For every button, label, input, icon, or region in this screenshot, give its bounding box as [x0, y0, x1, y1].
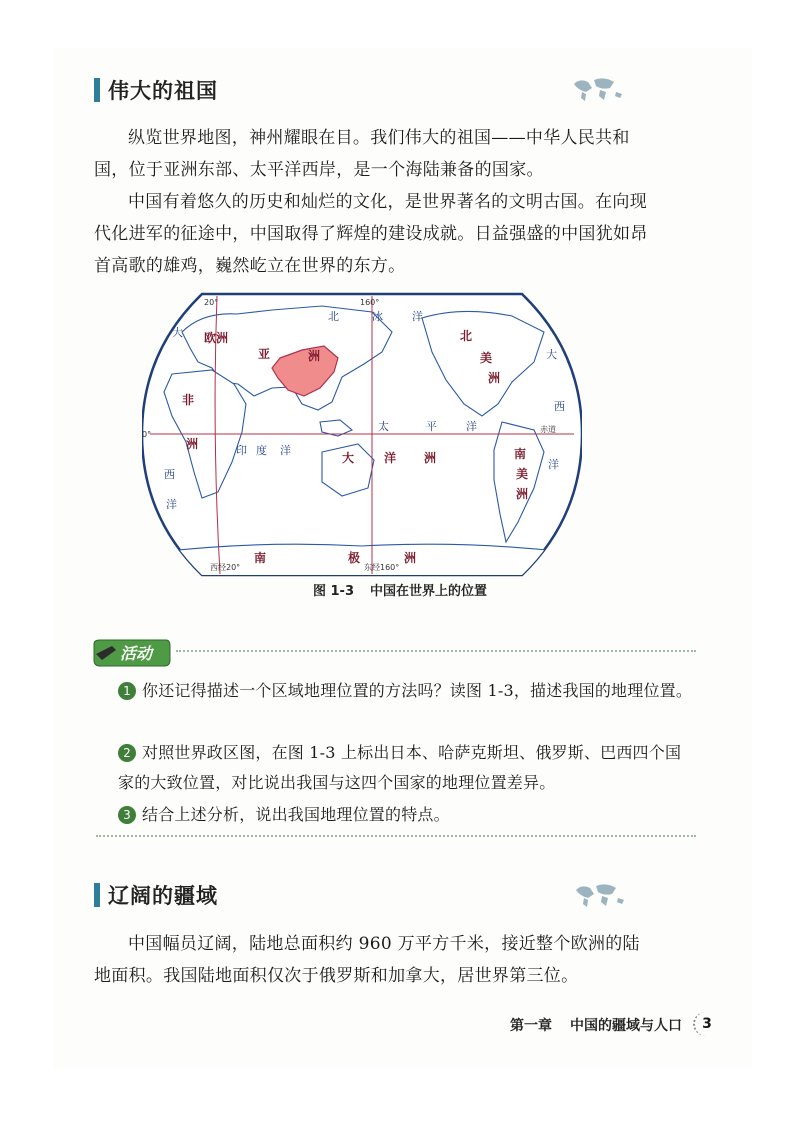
label-pacific-ocean: 太 — [378, 420, 389, 433]
activity-title: 活动 — [120, 644, 153, 663]
label-pacific-ocean: 洋 — [466, 420, 477, 433]
item-number: 2 — [118, 744, 136, 762]
paragraph: 中国幅员辽阔，陆地总面积约 960 万平方千米，接近整个欧洲的陆地面积。我国陆地面积仅次于俄罗斯和加拿大，居世界第三位。 — [94, 934, 640, 986]
label-europe: 欧洲 — [204, 331, 229, 345]
label-arctic-ocean: 洋 — [412, 310, 423, 323]
label-arctic-ocean: 北 — [328, 310, 339, 323]
label-north-america: 北 — [460, 329, 473, 343]
coord-w20-bottom: 西经20° — [210, 563, 241, 572]
section-bar — [94, 883, 100, 907]
item-number: 1 — [118, 682, 136, 700]
divider-dotted — [96, 835, 696, 837]
footer-chapter — [510, 1015, 700, 1035]
label-indian-ocean: 印 — [236, 444, 247, 457]
activity-item — [118, 800, 693, 830]
world-map-figure — [142, 292, 582, 577]
label-asia: 洲 — [308, 349, 321, 363]
label-north-america: 美 — [480, 351, 493, 365]
label-oceania: 大 — [342, 451, 355, 465]
coord-equator-right: 赤道 — [540, 425, 556, 434]
label-antarctica: 南 — [254, 551, 267, 565]
figure-title: 中国在世界上的位置 — [370, 584, 488, 599]
activity-item — [118, 738, 693, 798]
item-text: 结合上述分析，说出我国地理位置的特点。 — [142, 805, 450, 824]
coord-e160-bottom: 东经160° — [364, 563, 400, 572]
section-header — [94, 75, 218, 105]
label-africa: 洲 — [186, 437, 199, 451]
label-atlantic-ocean: 洋 — [166, 498, 177, 511]
label-africa: 非 — [182, 393, 195, 407]
label-oceania: 洲 — [424, 451, 437, 465]
label-oceania: 洋 — [384, 451, 397, 465]
chapter-number: 第一章 — [510, 1018, 552, 1034]
world-map-icon — [570, 74, 626, 104]
label-atlantic-ocean: 西 — [554, 400, 565, 413]
section-bar — [94, 78, 100, 102]
label-indian-ocean: 度 — [256, 444, 267, 457]
label-atlantic-ocean: 大 — [172, 326, 183, 339]
section-title: 辽阔的疆域 — [108, 884, 218, 908]
divider-dotted — [176, 650, 696, 652]
label-atlantic-ocean: 西 — [164, 468, 175, 481]
paragraph: 中国有着悠久的历史和灿烂的文化，是世界著名的文明古国。在向现代化进军的征途中，中国取得了辉煌的建设成就。日益强盛的中国犹如昂首高歌的雄鸡，巍然屹立在世界的东方。 — [94, 192, 648, 276]
activity-item — [118, 676, 693, 706]
chapter-title: 中国的疆域与人口 — [570, 1018, 682, 1034]
world-map-icon — [572, 880, 628, 910]
label-asia: 亚 — [258, 347, 271, 361]
page-number: 3 — [693, 1012, 719, 1036]
antarctica-land — [142, 544, 582, 577]
coord-e160-top: 160° — [360, 298, 380, 307]
coord-w20-top: 20° — [204, 298, 219, 307]
activity-badge — [90, 638, 172, 668]
label-arctic-ocean: 冰 — [372, 310, 383, 323]
section-title: 伟大的祖国 — [108, 79, 218, 103]
label-pacific-ocean: 平 — [426, 420, 437, 433]
label-south-america: 洲 — [516, 487, 529, 501]
figure-caption — [0, 580, 800, 599]
figure-number: 图 1-3 — [312, 584, 354, 599]
label-antarctica: 极 — [348, 551, 361, 565]
label-south-america: 美 — [516, 467, 529, 481]
label-indian-ocean: 洋 — [280, 444, 291, 457]
item-text: 你还记得描述一个区域地理位置的方法吗？读图 1-3，描述我国的地理位置。 — [142, 681, 693, 700]
item-number: 3 — [118, 806, 136, 824]
label-atlantic-ocean: 大 — [546, 348, 557, 361]
label-south-america: 南 — [514, 447, 527, 461]
label-antarctica: 洲 — [404, 551, 417, 565]
label-atlantic-ocean: 洋 — [548, 458, 559, 471]
label-north-america: 洲 — [488, 371, 501, 385]
section-header — [94, 880, 218, 910]
paragraph: 纵览世界地图，神州耀眼在目。我们伟大的祖国——中华人民共和国，位于亚洲东部、太平洋西岸，是一个海陆兼备的国家。 — [94, 128, 630, 180]
item-text: 对照世界政区图，在图 1-3 上标出日本、哈萨克斯坦、俄罗斯、巴西四个国家的大致位置，对比说出我国与这四个国家的地理位置差异。 — [118, 743, 682, 792]
coord-equator-left: 0° — [142, 430, 152, 439]
